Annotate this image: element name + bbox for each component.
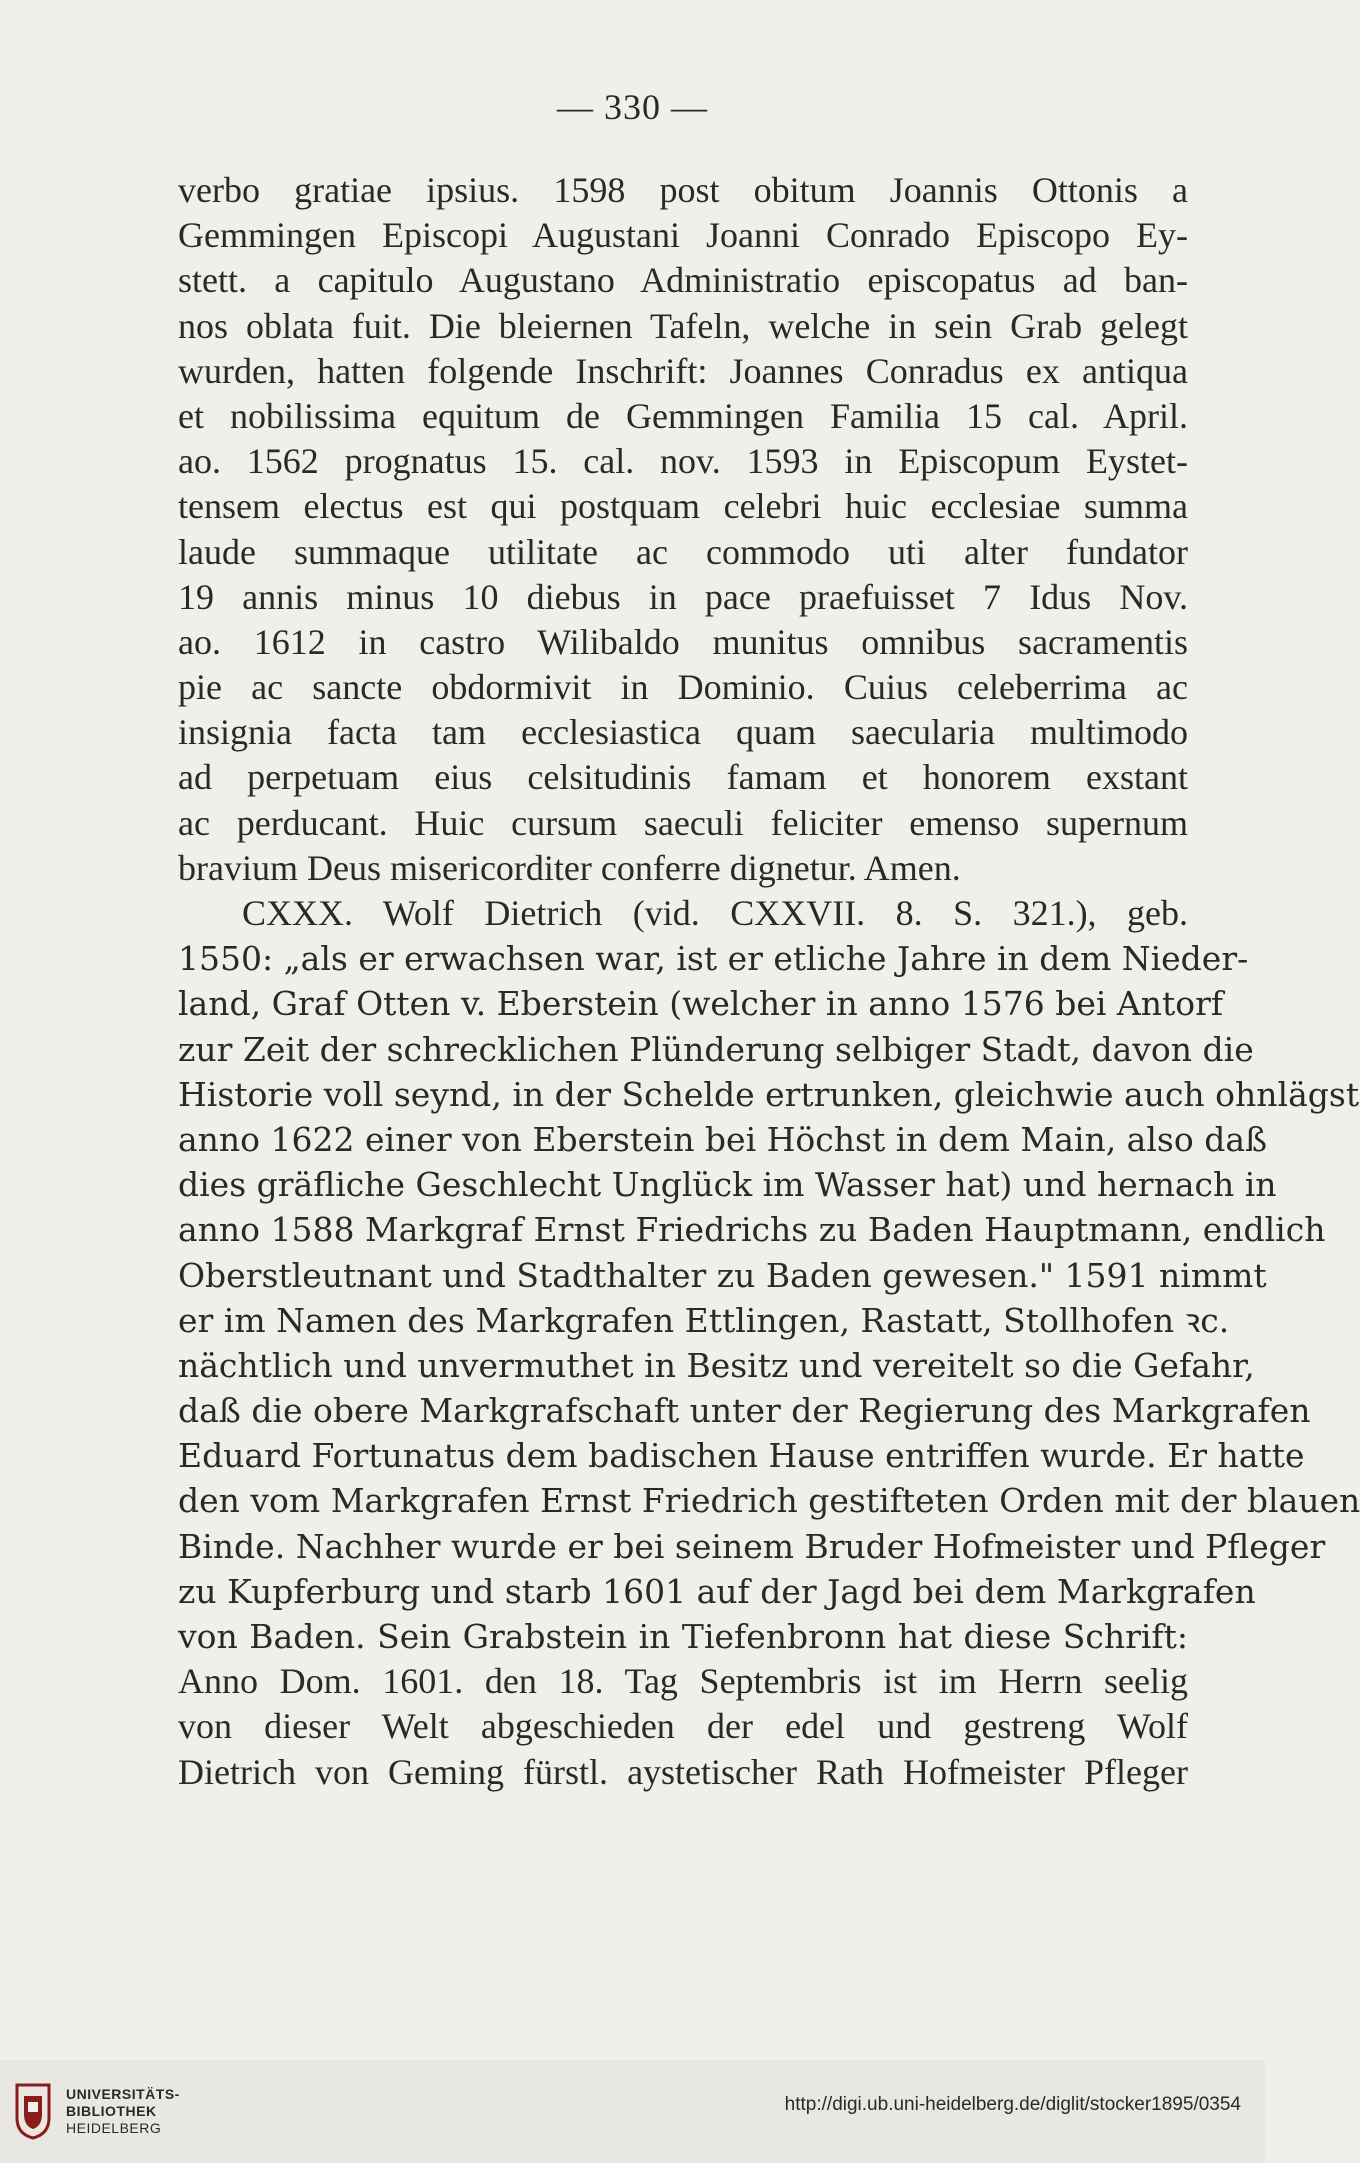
text-line: Historie voll seynd, in der Schelde ertrunken, gleichwie auch ohnlägst bbox=[178, 1074, 1360, 1114]
institution-line-2: BIBLIOTHEK bbox=[66, 2103, 157, 2119]
source-url[interactable]: http://digi.ub.uni-heidelberg.de/diglit/stocker1895/0354 bbox=[784, 2094, 1241, 2115]
text-line: verbo gratiae ipsius. 1598 post obitum Joannis Ottonis a bbox=[178, 170, 1188, 210]
text-line: stett. a capitulo Augustano Administratio episcopatus ad ban- bbox=[178, 260, 1188, 301]
text-line: bravium Deus misericorditer conferre dignetur. Amen. bbox=[178, 847, 961, 888]
text-line: nächtlich und unvermuthet in Besitz und vereitelt so die Gefahr, bbox=[178, 1345, 1255, 1385]
text-line: 1550: „als er erwachsen war, ist er etliche Jahre in dem Nieder- bbox=[178, 939, 1249, 979]
text-line: Oberstleutnant und Stadthalter zu Baden gewesen." 1591 nimmt bbox=[178, 1255, 1267, 1295]
text-line: laude summaque utilitate ac commodo uti alter fundator bbox=[178, 531, 1188, 572]
text-line: ao. 1612 in castro Wilibaldo munitus omnibus sacramentis bbox=[178, 621, 1188, 662]
text-line: daß die obere Markgrafschaft unter der Regierung des Markgrafen bbox=[178, 1391, 1311, 1431]
text-line: Binde. Nachher wurde er bei seinem Bruder Hofmeister und Pfleger bbox=[178, 1526, 1326, 1566]
text-line: wurden, hatten folgende Inschrift: Joannes Conradus ex antiqua bbox=[178, 350, 1188, 391]
text-line: anno 1588 Markgraf Ernst Friedrichs zu Baden Hauptmann, endlich bbox=[178, 1210, 1326, 1250]
text-line: et nobilissima equitum de Gemmingen Familia 15 cal. April. bbox=[178, 395, 1188, 436]
text-line: Anno Dom. 1601. den 18. Tag Septembris ist im Herrn seelig bbox=[178, 1661, 1188, 1702]
institution-name bbox=[66, 2086, 180, 2137]
text-line: dies gräfliche Geschlecht Unglück im Wasser hat) und hernach in bbox=[178, 1165, 1277, 1205]
text-line: Eduard Fortunatus dem badischen Hause entriffen wurde. Er hatte bbox=[178, 1436, 1305, 1476]
text-line: 19 annis minus 10 diebus in pace praefuisset 7 Idus Nov. bbox=[178, 576, 1188, 617]
text-line: zur Zeit der schrecklichen Plünderung selbiger Stadt, davon die bbox=[178, 1029, 1254, 1069]
text-line: insignia facta tam ecclesiastica quam saecularia multimodo bbox=[178, 712, 1188, 753]
text-line: anno 1622 einer von Eberstein bei Höchst in dem Main, also daß bbox=[178, 1119, 1268, 1159]
text-line: tensem electus est qui postquam celebri huic ecclesiae summa bbox=[178, 486, 1188, 527]
text-line: ad perpetuam eius celsitudinis famam et honorem exstant bbox=[178, 757, 1188, 798]
text-line: zu Kupferburg und starb 1601 auf der Jagd bei dem Markgrafen bbox=[178, 1571, 1256, 1611]
institution-line-3: HEIDELBERG bbox=[66, 2120, 162, 2136]
university-seal-icon bbox=[14, 2082, 52, 2140]
text-line: land, Graf Otten v. Eberstein (welcher in anno 1576 bei Antorf bbox=[178, 984, 1224, 1024]
text-line: den vom Markgrafen Ernst Friedrich gestifteten Orden mit der blauen bbox=[178, 1481, 1360, 1521]
body-text bbox=[178, 168, 1360, 1795]
text-line: ac perducant. Huic cursum saeculi feliciter emenso supernum bbox=[178, 802, 1188, 843]
text-line: ao. 1562 prognatus 15. cal. nov. 1593 in Episcopum Eystet- bbox=[178, 441, 1188, 482]
text-line: nos oblata fuit. Die bleiernen Tafeln, welche in sein Grab gelegt bbox=[178, 305, 1188, 346]
text-line: CXXX. Wolf Dietrich (vid. CXXVII. 8. S. 321.), geb. bbox=[242, 893, 1188, 933]
text-line: Gemmingen Episcopi Augustani Joanni Conrado Episcopo Ey- bbox=[178, 215, 1188, 256]
text-line: von dieser Welt abgeschieden der edel und gestreng Wolf bbox=[178, 1706, 1188, 1747]
text-line: er im Namen des Markgrafen Ettlingen, Rastatt, Stollhofen ꝛc. bbox=[178, 1300, 1230, 1340]
text-line: Dietrich von Geming fürstl. aystetischer Rath Hofmeister Pfleger bbox=[178, 1751, 1188, 1792]
page-number: — 330 — bbox=[557, 87, 708, 127]
institution-line-1: UNIVERSITÄTS- bbox=[66, 2086, 180, 2102]
text-line: pie ac sancte obdormivit in Dominio. Cuius celeberrima ac bbox=[178, 667, 1188, 708]
text-line: von Baden. Sein Grabstein in Tiefenbronn hat diese Schrift: bbox=[178, 1617, 1188, 1656]
